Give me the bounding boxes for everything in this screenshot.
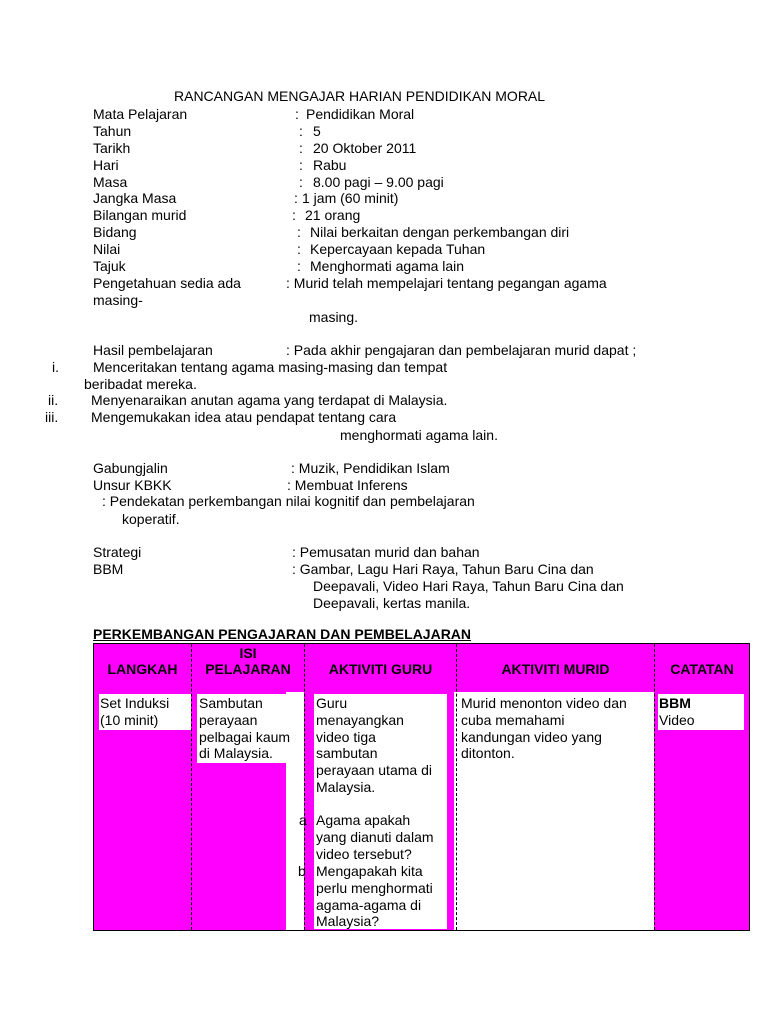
catatan-text: Video	[659, 712, 695, 728]
info-sep: :	[299, 157, 303, 173]
pengetahuan-cont: masing.	[309, 309, 359, 325]
murid-text: kandungan video yang	[461, 729, 602, 745]
lesson-table	[93, 643, 750, 931]
objective-number: i.	[52, 359, 59, 375]
info-label: Mata Pelajaran	[93, 106, 188, 122]
objective-cont: menghormati agama lain.	[340, 427, 498, 443]
info-value: 20 Oktober 2011	[313, 140, 417, 156]
kbkk-value: : Membuat Inferens	[287, 477, 408, 493]
isi-text: Sambutan	[199, 695, 263, 711]
info-sep: :	[297, 258, 301, 274]
column-divider	[191, 644, 192, 930]
pengetahuan-cont: masing-	[93, 292, 143, 308]
langkah-text: Set Induksi	[100, 695, 170, 711]
info-label: Tarikh	[93, 140, 131, 156]
page-title: RANCANGAN MENGAJAR HARIAN PENDIDIKAN MORAL	[174, 88, 546, 104]
isi-text: di Malaysia.	[199, 745, 273, 761]
info-sep: :	[294, 190, 298, 206]
info-value: 5	[313, 123, 321, 139]
isi-text: perayaan	[199, 712, 258, 728]
question-marker: b	[298, 863, 306, 879]
info-label: Bilangan murid	[93, 207, 187, 223]
info-label: Tajuk	[93, 258, 126, 274]
info-label: Tahun	[93, 123, 132, 139]
info-sep: :	[295, 106, 299, 122]
guru-text: video tiga	[316, 729, 376, 745]
info-sep: :	[299, 123, 303, 139]
hasil-value: : Pada akhir pengajaran dan pembelajaran murid dapat ;	[286, 342, 637, 358]
objective-cont: beribadat mereka.	[84, 376, 197, 392]
info-sep: :	[292, 207, 296, 223]
guru-text: sambutan	[316, 745, 378, 761]
header-isi: ISI	[239, 645, 257, 661]
guru-text: perayaan utama di	[316, 762, 432, 778]
objective-number: iii.	[45, 409, 59, 425]
info-label: Nilai	[93, 241, 121, 257]
column-divider	[456, 644, 457, 930]
info-value: Pendidikan Moral	[306, 106, 415, 122]
guru-question: video tersebut?	[316, 846, 412, 862]
section-heading: PERKEMBANGAN PENGAJARAN DAN PEMBELAJARAN	[93, 626, 472, 642]
bbm-label: BBM	[93, 561, 124, 577]
guru-text: Guru	[316, 695, 348, 711]
guru-question: Mengapakah kita	[316, 863, 423, 879]
info-value: Nilai berkaitan dengan perkembangan diri	[310, 224, 570, 240]
kbkk-label: Unsur KBKK	[93, 477, 172, 493]
guru-question: Malaysia?	[316, 913, 380, 929]
info-label: Masa	[93, 174, 128, 190]
catatan-bbm: BBM	[659, 695, 691, 711]
isi-text: pelbagai kaum	[199, 729, 291, 745]
info-label: Bidang	[93, 224, 137, 240]
info-label: Hari	[93, 157, 119, 173]
info-sep: :	[299, 140, 303, 156]
guru-text: menayangkan	[316, 712, 404, 728]
pengetahuan-value: : Murid telah mempelajari tentang pegangan agama	[286, 275, 607, 291]
info-value: Kepercayaan kepada Tuhan	[310, 241, 486, 257]
info-label: Jangka Masa	[93, 190, 177, 206]
strategi-label: Strategi	[93, 544, 142, 560]
hasil-label: Hasil pembelajaran	[93, 342, 213, 358]
guru-question: yang dianuti dalam	[316, 829, 434, 845]
info-sep: :	[297, 241, 301, 257]
gabungjalin-label: Gabungjalin	[93, 460, 168, 476]
objective-text: Mengemukakan idea atau pendapat tentang cara	[91, 409, 397, 425]
langkah-text: (10 minit)	[100, 712, 159, 728]
objective-text: Menyenaraikan anutan agama yang terdapat di Malaysia.	[91, 392, 448, 408]
column-divider	[654, 644, 655, 930]
murid-text: ditonton.	[461, 745, 515, 761]
info-value: Rabu	[313, 157, 347, 173]
murid-text: cuba memahami	[461, 712, 565, 728]
column-divider	[304, 644, 305, 930]
pengetahuan-label: Pengetahuan sedia ada	[93, 275, 241, 291]
guru-question: agama-agama di	[316, 897, 422, 913]
kbkk-line: : Pendekatan perkembangan nilai kognitif dan pembelajaran	[102, 493, 475, 509]
info-value: 1 jam (60 minit)	[302, 190, 399, 206]
info-value: 21 orang	[305, 207, 361, 223]
header-langkah: LANGKAH	[107, 661, 178, 677]
strategi-value: : Pemusatan murid dan bahan	[292, 544, 480, 560]
header-isi-pelajaran: PELAJARAN	[205, 661, 291, 677]
guru-text: Malaysia.	[316, 779, 376, 795]
guru-question: Agama apakah	[316, 812, 411, 828]
header-catatan: CATATAN	[670, 661, 734, 677]
murid-text: Murid menonton video dan	[461, 695, 627, 711]
info-sep: :	[299, 174, 303, 190]
info-value: Menghormati agama lain	[310, 258, 465, 274]
header-aktiviti-guru: AKTIVITI GURU	[328, 661, 433, 677]
bbm-line: Deepavali, Video Hari Raya, Tahun Baru Cina dan	[313, 578, 624, 594]
objective-text: Menceritakan tentang agama masing-masing dan tempat	[93, 359, 448, 375]
bbm-line: Deepavali, kertas manila.	[313, 595, 471, 611]
guru-question: perlu menghormati	[316, 880, 433, 896]
bbm-value: : Gambar, Lagu Hari Raya, Tahun Baru Cina dan	[292, 561, 594, 577]
gabungjalin-value: : Muzik, Pendidikan Islam	[291, 460, 450, 476]
kbkk-line: koperatif.	[122, 511, 180, 527]
objective-number: ii.	[48, 392, 59, 408]
info-value: 8.00 pagi – 9.00 pagi	[313, 174, 444, 190]
info-sep: :	[297, 224, 301, 240]
header-aktiviti-murid: AKTIVITI MURID	[501, 661, 610, 677]
question-marker: a	[299, 812, 307, 828]
